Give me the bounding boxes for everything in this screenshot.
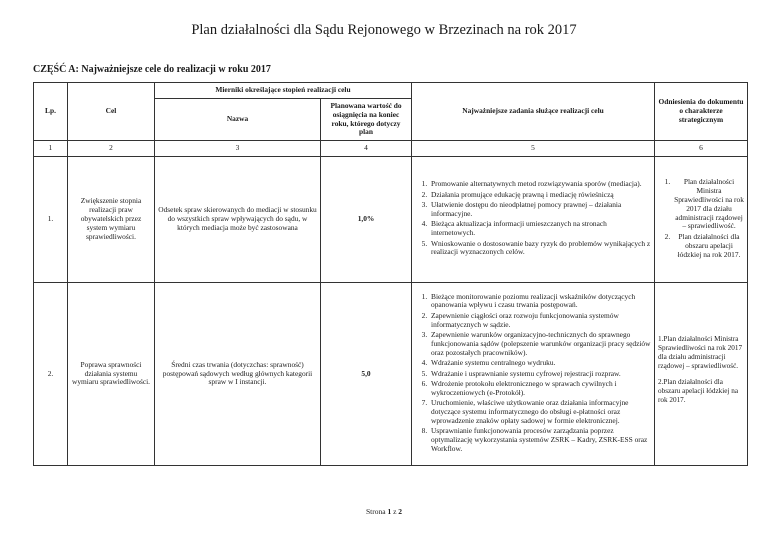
- header-lp: Lp.: [34, 83, 68, 141]
- header-zadania: Najważniejsze zadania służące realizacji celu: [412, 83, 655, 141]
- row-cel: Zwiększenie stopnia realizacji praw obywatelskich przez system wymiaru sprawiedliwości.: [68, 157, 155, 283]
- column-number: 2: [68, 141, 155, 157]
- column-number: 1: [34, 141, 68, 157]
- row-tasks: [412, 157, 655, 283]
- task-item: 3. Ułatwienie dostępu do nieodpłatnej pomocy prawnej – działania informacyjne.: [429, 201, 651, 219]
- task-item: 5. Wdrażanie i usprawnianie systemu cyfrowej rejestracji rozpraw.: [429, 370, 651, 379]
- section-heading: CZĘŚĆ A: Najważniejsze cele do realizacji w roku 2017: [33, 64, 271, 75]
- row-references: [655, 157, 748, 283]
- reference-item: 2.Plan działalności dla obszaru apelacji łódzkiej na rok 2017.: [658, 378, 739, 404]
- header-mierniki: Mierniki określające stopień realizacji celu: [155, 83, 412, 99]
- column-number: 3: [155, 141, 321, 157]
- task-item: 7. Uruchomienie, właściwe użytkowanie oraz działania informacyjne dotyczące systemu informatycznego do obsługi e-płatności oraz wprowadzenie znaków opłaty sadowej w formie elektronicznej.: [429, 399, 651, 426]
- column-number: 6: [655, 141, 748, 157]
- row-planned-value: 1,0%: [321, 157, 412, 283]
- header-planowana: Planowana wartość do osiągnięcia na koniec roku, którego dotyczy plan: [321, 99, 412, 141]
- reference-item: 1. Plan działalności Ministra Sprawiedliwości na rok 2017 dla działu administracji rządowej – sprawiedliwość.: [672, 178, 744, 231]
- row-lp: 2.: [34, 283, 68, 466]
- row-miernik-nazwa: Średni czas trwania (dotyczchas: sprawność) postępowań sądowych według głównych kategorii spraw w I instancji.: [155, 283, 321, 466]
- task-item: 6. Wdrożenie protokołu elektronicznego w sprawach cywilnych i wykroczeniowych (e-Protokół).: [429, 380, 651, 398]
- task-list: [415, 180, 651, 257]
- task-item: 8. Usprawnianie funkcjonowania procesów zarządzania poprzez optymalizację wykorzystania systemów ZSRK – Kadry, ZSRK-ESS oraz Workflow.: [429, 427, 651, 454]
- reference-item: 1.Plan działalności Ministra Sprawiedliwości na rok 2017 dla działu administracji rządowej – sprawiedliwość.: [658, 335, 743, 370]
- header-nazwa: Nazwa: [155, 99, 321, 141]
- header-cel: Cel: [68, 83, 155, 141]
- task-item: 1. Promowanie alternatywnych metod rozwiązywania sporów (mediacja).: [429, 180, 651, 189]
- reference-item: 2. Plan działalności dla obszaru apelacji łódzkiej na rok 2017.: [672, 233, 744, 260]
- row-cel: Poprawa sprawności działania systemu wymiaru sprawiedliwości.: [68, 283, 155, 466]
- column-number-row: [34, 141, 748, 157]
- table-row: [34, 283, 748, 466]
- plan-table: [33, 82, 748, 466]
- reference-list: [658, 178, 744, 259]
- row-miernik-nazwa: Odsetek spraw skierowanych do mediacji w stosunku do wszystkich spraw wpływających do sądu, w których mediacja może być zastosowana: [155, 157, 321, 283]
- task-item: 4. Wdrażanie systemu centralnego wydruku.: [429, 359, 651, 368]
- task-item: 4. Bieżąca aktualizacja informacji umieszczanych na stronach internetowych.: [429, 220, 651, 238]
- task-item: 3. Zapewnienie warunków organizacyjno-technicznych do sprawnego funkcjonowania sądów (polepszenie warunków organizacji pracy sędziów oraz pozostałych pracowników).: [429, 331, 651, 358]
- task-item: 1. Bieżące monitorowanie poziomu realizacji wskaźników dotyczących opanowania wpływu i czasu trwania postępowań.: [429, 293, 651, 311]
- task-item: 5. Wnioskowanie o dostosowanie bazy ryzyk do problemów wynikających z realizacji wyznaczonych celów.: [429, 240, 651, 258]
- row-tasks: [412, 283, 655, 466]
- column-number: 4: [321, 141, 412, 157]
- row-references: [655, 283, 748, 466]
- task-item: 2. Działania promujące edukację prawną i mediację rówieśniczą: [429, 191, 651, 200]
- task-list: [415, 293, 651, 454]
- row-lp: 1.: [34, 157, 68, 283]
- header-row: [34, 83, 748, 99]
- page-footer: [0, 507, 768, 516]
- page-title: Plan działalności dla Sądu Rejonowego w Brzezinach na rok 2017: [191, 22, 577, 38]
- footer-prefix: Strona: [365, 507, 388, 516]
- table-row: [34, 157, 748, 283]
- footer-page: 1: [387, 507, 392, 516]
- task-item: 2. Zapewnienie ciągłości oraz rozwoju funkcjonowania systemów informatycznych w sądzie.: [429, 312, 651, 330]
- footer-total: 2: [398, 507, 403, 516]
- column-number: 5: [412, 141, 655, 157]
- footer-separator: z: [391, 507, 399, 516]
- row-planned-value: 5,0: [321, 283, 412, 466]
- header-odniesienia: Odniesienia do dokumentu o charakterze strategicznym: [655, 83, 748, 141]
